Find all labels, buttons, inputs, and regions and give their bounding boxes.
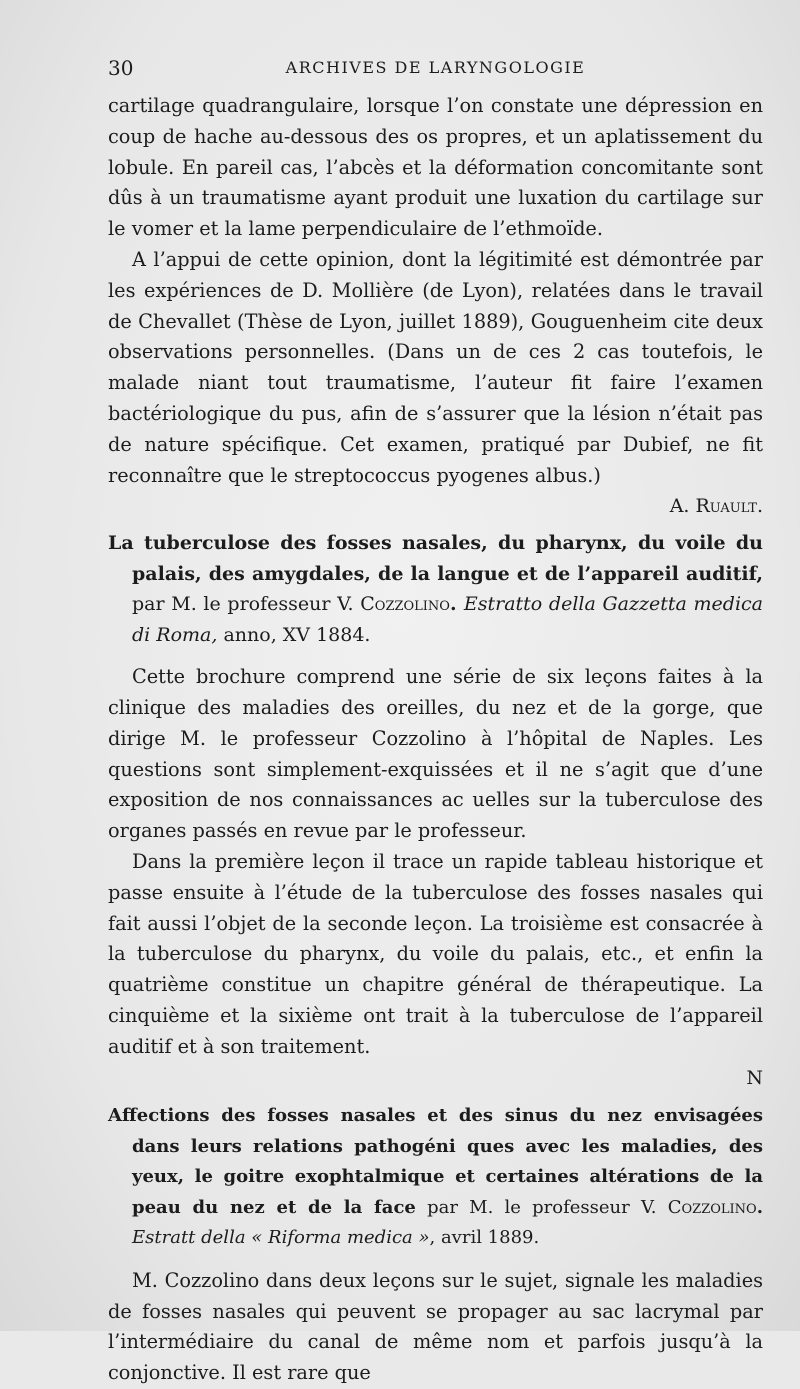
entry-1-author-prefix: par M. le professeur V. (132, 593, 361, 616)
entry-1-author: Cozzolino (360, 593, 450, 616)
paragraph-5: M. Cozzolino dans deux leçons sur le sujet, signale les maladies de fosses nasales qui peuvent se propager au sac lacrymal par l’intermédiaire du canal de même nom et parfois jusqu’à la conjonctive. Il est rare que (108, 1268, 763, 1385)
entry-2-author-prefix: par M. le professeur V. (415, 1196, 668, 1218)
entry-1-date: anno, XV 1884. (217, 623, 371, 646)
paragraph-2: A l’appui de cette opinion, dont la légitimité est démontrée par les expériences de D. Mollière (de Lyon), relatées dans le travail de Chevallet (Thèse de Lyon, juillet 1889), Gouguenheim cite deux observations personnelles. (Dans un de ces 2 cas toutefois, le malade niant tout traumatisme, l’auteur fit faire l’examen bactériologique du pus, afin de s’assurer que la lésion n’était pas de nature spécifique. Cet examen, pratiqué par Dubief, ne fit reconnaître que le streptococcus pyogenes albus.) (108, 247, 763, 487)
page-number: 30 (108, 56, 134, 80)
running-title: ARCHIVES DE LARYNGOLOGIE (285, 58, 586, 77)
entry-1-source: Estratto della Gazzetta medica di Roma, (132, 593, 763, 646)
paragraph-4: Dans la première leçon il trace un rapide tableau historique et passe ensuite à l’étude de la tuberculose des fosses nasales qui fait aussi l’objet de la seconde leçon. La troisième est consacrée à la tuberculose du pharynx, du voile du palais, etc., et enfin la quatrième constitue un chapitre général de thérapeutique. La cinquième et la sixième ont trait à la tuberculose de l’appareil auditif et à son traitement. (108, 849, 763, 1058)
entry-1-title: La tuberculose des fosses nasales, du pharynx, du voile du palais, des amygdales, de la langue et de l’appareil auditif, (108, 532, 763, 585)
entry-2-author: Cozzolino (667, 1196, 757, 1218)
entry-2-source: Estratt della « Riforma medica » (132, 1227, 430, 1249)
entry-2-date: , avril 1889. (429, 1227, 540, 1249)
signature-ruault: A. Ruault. (669, 495, 763, 518)
page-header (108, 56, 763, 84)
bibliography-entry-2: Affections des fosses nasales et des sinus du nez envisagées dans leurs relations pathogéni ques avec les maladies, des yeux, le goitre exophtalmique et certaines altérations de la peau du nez et de la face par M. le professeur V. Cozzolino. Estratt della « Riforma medica », avril 1889. (108, 1105, 763, 1249)
paragraph-3: Cette brochure comprend une série de six leçons faites à la clinique des maladies des oreilles, du nez et de la gorge, que dirige M. le professeur Cozzolino à l’hôpital de Naples. Les questions sont simplement-exquissées et il ne s’agit que d’une exposition de nos connaissances ac uelles sur la tuberculose des organes passés en revue par le professeur. (108, 665, 763, 843)
page-body (108, 91, 763, 1389)
bibliography-entry-1: La tuberculose des fosses nasales, du pharynx, du voile du palais, des amygdales, de la langue et de l’appareil auditif, par M. le professeur V. Cozzolino. Estratto della Gazzetta medica di Roma, anno, XV 1884. (108, 532, 763, 646)
entry-2-title: Affections des fosses nasales et des sinus du nez envisagées dans leurs relations pathogéni ques avec les maladies, des yeux, le goitre exophtalmique et certaines altérations de la peau du nez et de la face (108, 1105, 763, 1218)
paragraph-1: cartilage quadrangulaire, lorsque l’on constate une dépression en coup de hache au-dessous des os propres, et un aplatissement du lobule. En pareil cas, l’abcès et la déformation concomitante sont dûs à un traumatisme ayant produit une luxation du cartilage sur le vomer et la lame perpendiculaire de l’ethmoïde. (108, 94, 763, 241)
signature-n: N (746, 1066, 763, 1089)
